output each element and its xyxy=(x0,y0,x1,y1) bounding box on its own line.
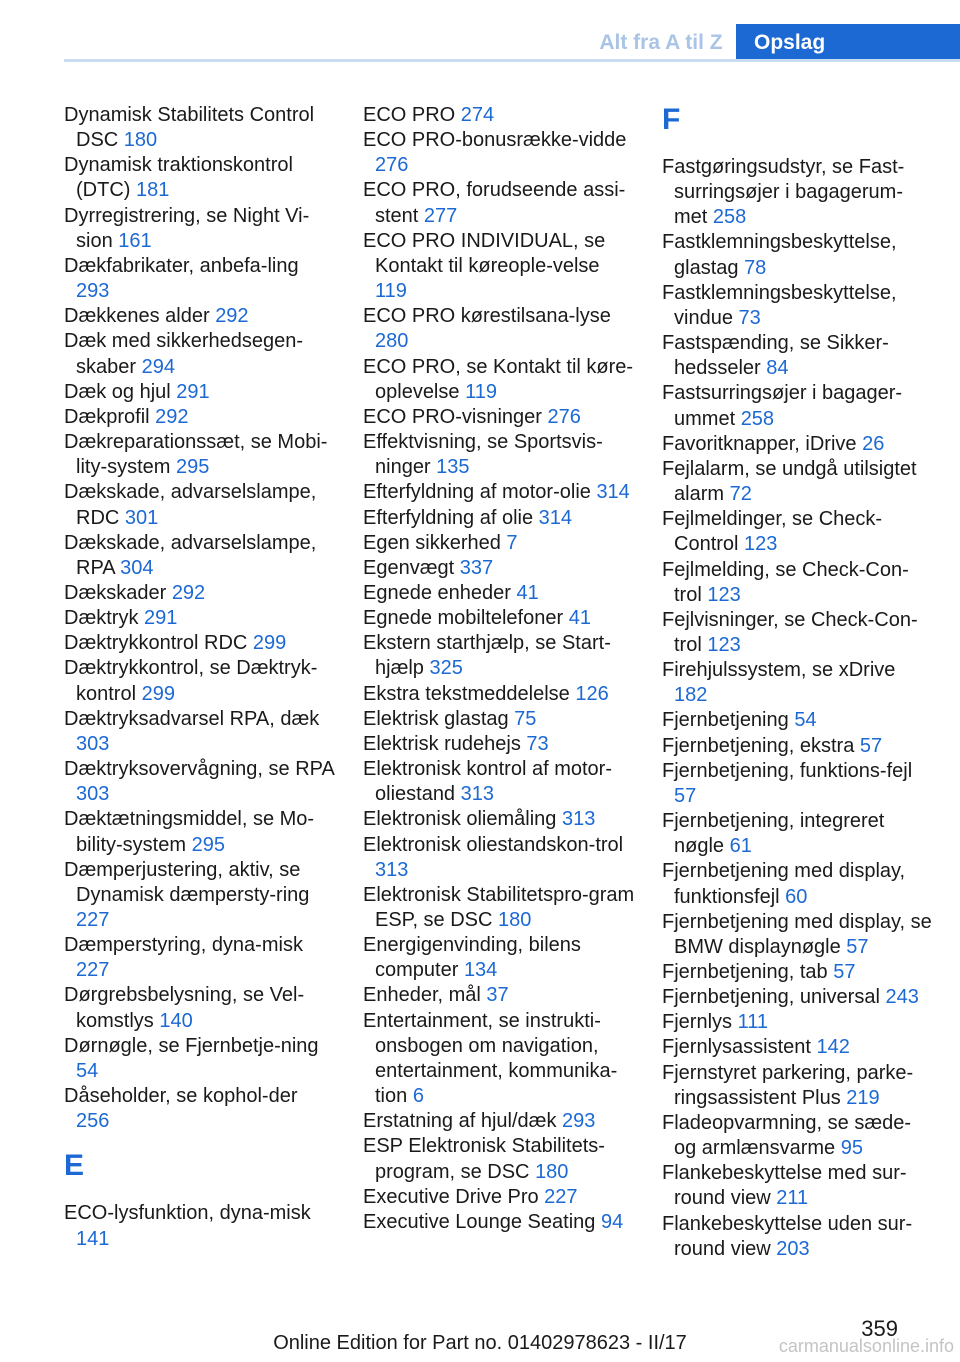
index-entry xyxy=(363,1134,635,1184)
page-link[interactable]: 301 xyxy=(124,506,159,529)
footer-edition: Online Edition for Part no. 01402978623 - II/17 xyxy=(273,1332,687,1354)
index-entry-text: Egen sikkerhed xyxy=(363,531,507,554)
index-entry-text: Dæk og hjul xyxy=(64,380,177,403)
index-entry xyxy=(64,656,336,706)
page-link[interactable]: 258 xyxy=(712,206,747,229)
page-link[interactable]: 123 xyxy=(744,533,778,556)
index-entry-text: Efterfyldning af motor‐olie xyxy=(363,481,597,504)
index-entry xyxy=(64,329,336,379)
index-entry-text: Elektrisk glastag xyxy=(363,707,515,730)
page-link[interactable]: 277 xyxy=(423,204,458,227)
index-entry xyxy=(64,933,336,983)
index-entry-text: Egenvægt xyxy=(363,556,460,579)
page-link[interactable]: 219 xyxy=(846,1086,880,1109)
index-entry xyxy=(64,858,336,933)
index-entry-text: Dæktrykkontrol, se Dæktryk‐kontrol xyxy=(64,657,318,705)
index-entry-text: Dækskade, advarselslampe, RPA xyxy=(64,531,317,579)
page-link[interactable]: 123 xyxy=(707,633,741,656)
index-entry-text: Fjernbetjening, tab xyxy=(662,961,834,983)
page-link[interactable]: 94 xyxy=(600,1210,624,1233)
index-entry xyxy=(64,153,336,203)
index-entry-text: Effektvisning, se Sportsvis‐ninger xyxy=(363,431,603,479)
index-entry-text: Fastspænding, se Sikker‐hedsseler xyxy=(662,332,889,380)
index-entry xyxy=(64,1201,336,1251)
index-entry xyxy=(363,103,635,128)
index-entry xyxy=(64,204,336,254)
index-entry xyxy=(64,606,336,631)
index-entry xyxy=(662,281,934,331)
index-entry-text: Erstatning af hjul/dæk xyxy=(363,1110,562,1133)
page-link[interactable]: 292 xyxy=(215,305,249,328)
index-entry-text: Fjernbetjening, ekstra xyxy=(662,734,860,757)
index-entry xyxy=(363,933,635,983)
index-entry-text: ECO PRO-visninger xyxy=(363,405,548,428)
page-link[interactable]: 304 xyxy=(120,556,154,579)
index-entry xyxy=(363,682,635,707)
page-link[interactable]: 294 xyxy=(141,355,175,378)
section-gap xyxy=(662,137,934,155)
index-entry-text: ECO PRO INDIVIDUAL, se Kontakt til køreople‐velse xyxy=(363,229,606,277)
page-link[interactable]: 26 xyxy=(862,432,885,455)
index-entry-text: ECO PRO-bonusrække‐vidde xyxy=(363,129,627,152)
index-entry xyxy=(662,507,934,557)
index-entry xyxy=(363,833,635,883)
index-entry-text: Fjernbetjening med display, se BMW displaynøgle xyxy=(662,910,932,958)
page-link[interactable]: 57 xyxy=(674,784,697,807)
page-link[interactable]: 57 xyxy=(846,935,869,958)
index-entry xyxy=(662,985,934,1010)
page-link[interactable]: 227 xyxy=(544,1185,578,1208)
page-link[interactable]: 291 xyxy=(144,607,178,630)
index-entry-text: ECO PRO, se Kontakt til køre‐oplevelse xyxy=(363,355,634,403)
index-column-2 xyxy=(363,103,635,1235)
page-link[interactable]: 78 xyxy=(744,256,767,279)
page-link[interactable]: 299 xyxy=(252,632,287,655)
index-entry xyxy=(662,859,934,909)
page-link[interactable]: 141 xyxy=(76,1227,110,1250)
index-entry xyxy=(363,1009,635,1110)
index-entry xyxy=(363,178,635,228)
page-link[interactable]: 280 xyxy=(375,330,409,353)
page-link[interactable]: 41 xyxy=(568,607,591,630)
index-letter-heading: E xyxy=(64,1149,85,1183)
page-link[interactable]: 37 xyxy=(486,984,509,1007)
index-entry xyxy=(662,457,934,507)
page-link[interactable]: 182 xyxy=(674,684,708,707)
index-entry xyxy=(363,506,635,531)
index-entry-text: Dæmperjustering, aktiv, se Dynamisk dæmpersty‐ring xyxy=(64,858,310,906)
page-link[interactable]: 291 xyxy=(176,380,210,403)
index-entry-text: Dæktætningsmiddel, se Mo‐bility-system xyxy=(64,808,315,856)
index-entry xyxy=(363,1185,635,1210)
page-link[interactable]: 135 xyxy=(436,456,470,479)
index-entry xyxy=(662,331,934,381)
index-column-3 xyxy=(662,103,934,1262)
index-entry xyxy=(363,531,635,556)
page-link[interactable]: 161 xyxy=(118,229,152,252)
index-entry xyxy=(662,1212,934,1262)
index-entry xyxy=(363,631,635,681)
index-entry xyxy=(64,707,336,757)
index-entry xyxy=(662,658,934,708)
index-entry xyxy=(662,558,934,608)
page-link[interactable]: 7 xyxy=(506,531,518,554)
index-entry-text: ESP Elektronisk Stabilitets‐program, se DSC xyxy=(363,1135,605,1183)
page-link[interactable]: 314 xyxy=(538,506,573,529)
index-entry-text: Fjernbetjening med display, funktionsfejl xyxy=(662,860,906,908)
index-entry-text: ECO PRO kørestilsana‐lyse xyxy=(363,305,611,328)
index-entry-text: Elektronisk Stabilitetspro‐gram ESP, se DSC xyxy=(363,883,635,931)
index-entry-text: Dynamisk traktionskontrol (DTC) xyxy=(64,154,293,202)
index-entry-text: Dæktryksovervågning, se RPA xyxy=(64,758,334,781)
index-entry-text: Egnede enheder xyxy=(363,581,517,604)
index-entry xyxy=(662,1111,934,1161)
index-entry xyxy=(363,807,635,832)
page-link[interactable]: 292 xyxy=(171,581,206,604)
index-entry xyxy=(363,229,635,304)
page-link[interactable]: 119 xyxy=(465,380,497,403)
index-entry xyxy=(363,983,635,1008)
page-link[interactable]: 95 xyxy=(840,1137,863,1160)
index-entry xyxy=(64,430,336,480)
index-entry-text: Dækskader xyxy=(64,581,172,604)
page-link[interactable]: 314 xyxy=(596,481,630,504)
page-link[interactable]: 180 xyxy=(498,909,532,931)
page-link[interactable]: 295 xyxy=(176,456,210,479)
index-letter-heading: F xyxy=(662,103,681,136)
index-entry-text: Elektronisk oliestandskon‐trol xyxy=(363,833,624,856)
index-entry-text: Ekstern starthjælp, se Start‐hjælp xyxy=(363,632,611,680)
page-link[interactable]: 73 xyxy=(526,732,549,755)
index-entry xyxy=(363,556,635,581)
index-entry-text: ECO-lysfunktion, dyna‐misk xyxy=(64,1202,311,1225)
index-entry xyxy=(662,381,934,431)
index-entry xyxy=(363,1210,635,1235)
index-entry-text: Efterfyldning af olie xyxy=(363,506,539,529)
page-link[interactable]: 142 xyxy=(816,1036,850,1059)
index-entry xyxy=(662,734,934,759)
index-entry xyxy=(363,355,635,405)
index-entry-text: Dørgrebsbelysning, se Vel‐komstlys xyxy=(64,984,305,1032)
index-entry xyxy=(363,606,635,631)
index-entry-text: Flankebeskyttelse uden sur‐round view xyxy=(662,1212,913,1260)
page-link[interactable]: 256 xyxy=(76,1110,110,1133)
index-entry xyxy=(363,430,635,480)
index-entry xyxy=(64,405,336,430)
index-entry-text: Fjernbetjening, funktions‐fejl xyxy=(662,759,913,782)
index-entry-text: Dåseholder, se kophol‐der xyxy=(64,1085,298,1108)
page-link[interactable]: 61 xyxy=(729,835,752,858)
index-entry xyxy=(363,581,635,606)
index-entry xyxy=(662,1161,934,1211)
index-entry xyxy=(662,708,934,733)
index-entry xyxy=(363,480,635,505)
page-link[interactable]: 181 xyxy=(135,179,170,202)
index-entry xyxy=(363,304,635,354)
index-entry-text: Fejlvisninger, se Check-Con‐trol xyxy=(662,608,918,656)
index-entry xyxy=(64,983,336,1033)
index-entry xyxy=(662,230,934,280)
index-entry xyxy=(662,155,934,230)
page-link[interactable]: 276 xyxy=(547,405,581,428)
page-link[interactable]: 293 xyxy=(76,280,110,303)
index-entry xyxy=(64,581,336,606)
index-entry-text: Entertainment, se instrukti‐onsbogen om navigation, entertainment, kommunika‐tion xyxy=(363,1009,618,1108)
page-link[interactable]: 276 xyxy=(375,154,409,177)
index-entry-text: Dyrregistrering, se Night Vi‐sion xyxy=(64,204,310,252)
index-entry-text: Elektronisk kontrol af motor‐oliestand xyxy=(363,758,612,806)
index-entry-text: Dæktrykkontrol RDC xyxy=(64,632,253,655)
index-entry-text: Dæktryksadvarsel RPA, dæk xyxy=(64,707,320,730)
index-entry xyxy=(662,809,934,859)
page-link[interactable]: 203 xyxy=(776,1237,810,1260)
index-entry-text: Dørnøgle, se Fjernbetje‐ning xyxy=(64,1034,319,1057)
section-tab-opslag[interactable]: Opslag xyxy=(736,24,960,62)
page-link[interactable]: 126 xyxy=(575,682,609,705)
index-entry-text: Fjernlysassistent xyxy=(662,1036,817,1059)
index-entry-text: Dæktryk xyxy=(64,607,144,630)
index-entry xyxy=(363,707,635,732)
page-link[interactable]: 119 xyxy=(375,280,407,303)
page-number: 359 xyxy=(861,1316,898,1341)
page-link[interactable]: 293 xyxy=(562,1110,596,1133)
index-entry-text: Egnede mobiltelefoner xyxy=(363,607,569,630)
index-entry xyxy=(662,960,934,985)
page-link[interactable]: 227 xyxy=(76,959,110,982)
index-column-1 xyxy=(64,103,336,1252)
section-tab-alt-fra-a-til-z[interactable]: Alt fra A til Z xyxy=(599,31,723,54)
index-entry-text: Fastklemningsbeskyttelse, vindue xyxy=(662,281,897,329)
index-entry xyxy=(363,128,635,178)
page-link[interactable]: 292 xyxy=(155,405,189,428)
index-entry-text: Fastgøringsudstyr, se Fast‐surringsøjer i bagagerum‐met xyxy=(662,156,905,229)
index-entry-text: Fjernbetjening xyxy=(662,709,795,732)
page-link[interactable]: 325 xyxy=(429,657,463,680)
index-entry xyxy=(662,910,934,960)
index-entry xyxy=(64,254,336,304)
index-entry xyxy=(662,1035,934,1060)
page-link[interactable]: 337 xyxy=(459,556,494,579)
index-entry-text: Energigenvinding, bilens computer xyxy=(363,934,581,982)
index-entry-text: Fladeopvarmning, se sæde- og armlænsvarme xyxy=(662,1111,912,1160)
section-gap xyxy=(64,1134,336,1149)
index-entry xyxy=(363,1109,635,1134)
page-link[interactable]: 54 xyxy=(76,1059,99,1082)
index-entry xyxy=(64,631,336,656)
page-link[interactable]: 57 xyxy=(833,961,856,983)
index-entry-text: Fejlmeldinger, se Check-Control xyxy=(662,508,883,556)
index-entry xyxy=(64,807,336,857)
index-entry-text: Fejlalarm, se undgå utilsigtet alarm xyxy=(662,457,917,506)
index-entry-text: ECO PRO xyxy=(363,104,461,126)
index-entry xyxy=(64,103,336,153)
page-link[interactable]: 73 xyxy=(738,306,761,329)
index-entry-text: Fjernlys xyxy=(662,1011,738,1034)
index-entry xyxy=(64,380,336,405)
header-rule xyxy=(64,59,960,62)
index-entry-text: Dækfabrikater, anbefa‐ling xyxy=(64,254,299,277)
page-link[interactable]: 180 xyxy=(535,1160,569,1183)
index-entry-text: Enheder, mål xyxy=(363,984,487,1007)
page-link[interactable]: 274 xyxy=(460,104,495,126)
index-entry-text: Elektronisk oliemåling xyxy=(363,808,562,831)
index-entry-text: Fastklemningsbeskyttelse, glastag xyxy=(662,231,897,279)
page-link[interactable]: 72 xyxy=(729,483,752,506)
page-link[interactable]: 303 xyxy=(76,783,110,806)
index-entry xyxy=(662,432,934,457)
page-link[interactable]: 41 xyxy=(516,581,539,604)
page-link[interactable]: 54 xyxy=(794,709,817,732)
section-gap xyxy=(64,1183,336,1201)
index-entry xyxy=(363,732,635,757)
page-link[interactable]: 123 xyxy=(707,583,741,606)
page-link[interactable]: 299 xyxy=(141,682,175,705)
index-entry xyxy=(363,405,635,430)
page-link[interactable]: 313 xyxy=(375,858,409,881)
index-entry-text: Dækprofil xyxy=(64,405,156,428)
page-link[interactable]: 57 xyxy=(859,734,883,757)
index-entry xyxy=(64,1084,336,1134)
index-entry xyxy=(662,608,934,658)
index-entry-text: Fjernbetjening, integreret nøgle xyxy=(662,810,885,858)
page-link[interactable]: 84 xyxy=(766,357,789,380)
index-entry-text: Dynamisk Stabilitets Control DSC xyxy=(64,104,315,152)
index-entry xyxy=(64,757,336,807)
index-entry-text: ECO PRO, forudseende assi‐stent xyxy=(363,179,626,227)
index-entry-text: Flankebeskyttelse med sur‐round view xyxy=(662,1162,907,1210)
page-link[interactable]: 211 xyxy=(776,1187,809,1210)
page-link[interactable]: 60 xyxy=(785,885,808,908)
index-entry-text: Fejlmelding, se Check-Con‐trol xyxy=(662,558,909,606)
index-entry-text: Fjernstyret parkering, parke‐ringsassistent Plus xyxy=(662,1061,914,1109)
index-entry-text: Executive Drive Pro xyxy=(363,1185,545,1208)
page-header xyxy=(0,24,960,62)
page-link[interactable]: 313 xyxy=(460,783,494,806)
index-entry-text: Dækskade, advarselslampe, RDC xyxy=(64,481,317,529)
index-entry xyxy=(662,1061,934,1111)
page-link[interactable]: 180 xyxy=(123,129,158,152)
page-link[interactable]: 140 xyxy=(159,1009,193,1032)
index-entry-text: Ekstra tekstmeddelelse xyxy=(363,682,576,705)
index-entry xyxy=(64,304,336,329)
page-link[interactable]: 134 xyxy=(463,959,498,982)
index-entry-text: Favoritknapper, iDrive xyxy=(662,432,863,455)
index-entry-text: Firehjulssystem, se xDrive xyxy=(662,659,896,682)
index-entry xyxy=(363,757,635,807)
index-entry xyxy=(64,480,336,530)
index-entry-text: Elektrisk rudehejs xyxy=(363,732,527,755)
page-link[interactable]: 258 xyxy=(740,407,775,430)
page-link[interactable]: 295 xyxy=(191,833,225,856)
index-entry-text: Dækkenes alder xyxy=(64,305,216,328)
page-link[interactable]: 243 xyxy=(885,986,919,1009)
index-entry xyxy=(64,531,336,581)
index-entry-text: Dæmperstyring, dyna‐misk xyxy=(64,934,303,957)
index-entry-text: Fastsurringsøjer i bagager‐ummet xyxy=(662,382,903,430)
watermark: carmanualsonline.info xyxy=(778,1336,954,1356)
page-link[interactable]: 313 xyxy=(561,808,596,831)
index-entry xyxy=(662,1010,934,1035)
index-entry xyxy=(64,1034,336,1084)
page-link[interactable]: 303 xyxy=(76,732,110,755)
page-link[interactable]: 75 xyxy=(514,707,537,730)
index-entry-text: Dæk med sikkerhedsegen‐skaber xyxy=(64,330,303,378)
index-entry-text: Dækreparationssæt, se Mobi‐lity-system xyxy=(64,431,328,479)
page-link[interactable]: 111 xyxy=(737,1011,768,1034)
page-link[interactable]: 6 xyxy=(412,1085,424,1108)
index-entry xyxy=(363,883,635,933)
index-entry-text: Executive Lounge Seating xyxy=(363,1210,601,1233)
index-entry xyxy=(662,759,934,809)
page-link[interactable]: 227 xyxy=(76,909,110,931)
index-entry-text: Fjernbetjening, universal xyxy=(662,986,886,1009)
